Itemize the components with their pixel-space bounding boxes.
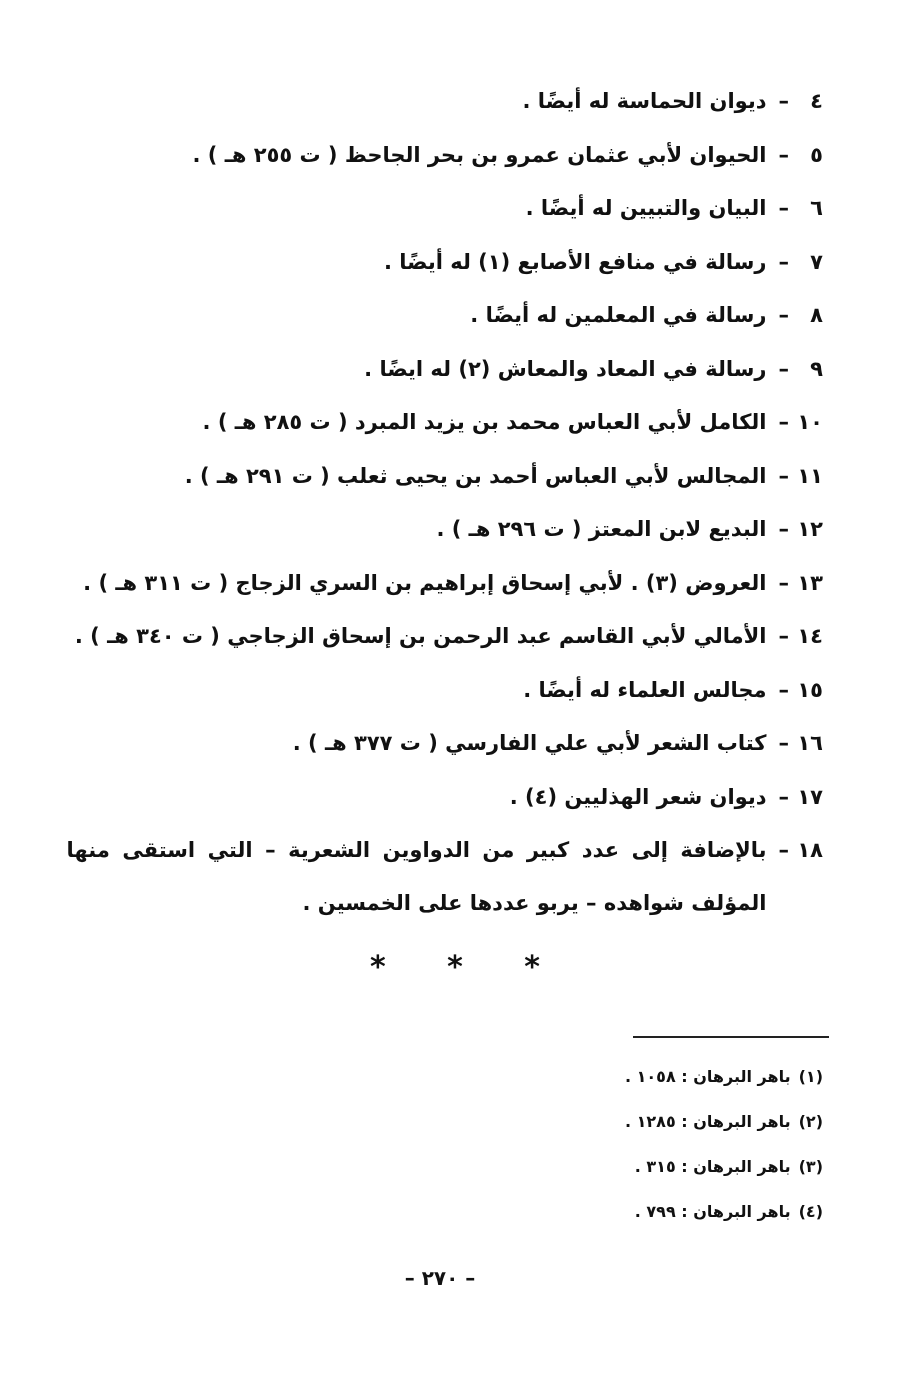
list-item: ٦ – البيان والتبيين له أيضًا . <box>525 196 823 220</box>
item-number: ٧ <box>810 249 823 274</box>
list-item: ١٣ – العروض (٣) . لأبي إسحاق إبراهيم بن السري الزجاج ( ت ٣١١ هـ ) . <box>83 570 823 595</box>
item-text: الكامل لأبي العباس محمد بن يزيد المبرد ( ت ٢٨٥ هـ ) . <box>202 410 767 434</box>
footnote-text: باهر البرهان : ١٢٨٥ . <box>624 1112 791 1131</box>
item-number: ١١ <box>797 463 823 488</box>
list-item: ٤ – ديوان الحماسة له أيضًا . <box>522 89 823 113</box>
page-number: – ٢٧٠ – <box>404 1266 476 1290</box>
item-text: رسالة في المعاد والمعاش (٢) له ايضًا . <box>364 356 767 381</box>
list-item: ١٧ – ديوان شعر الهذليين (٤) . <box>509 784 823 809</box>
footnote-rule <box>633 1036 829 1038</box>
footnote <box>523 1111 823 1133</box>
footnote-ref: (١) <box>798 1067 823 1086</box>
item-number: ١٣ <box>797 570 823 595</box>
footnote-ref: (٤) <box>798 1202 823 1221</box>
list-item: ٨ – رسالة في المعلمين له أيضًا . <box>470 303 823 327</box>
item-number: ٥ <box>810 142 823 167</box>
sources-list <box>63 88 823 958</box>
separator-star: * <box>524 950 540 985</box>
item-text: العروض (٣) . لأبي إسحاق إبراهيم بن السري الزجاج ( ت ٣١١ هـ ) . <box>83 570 767 595</box>
footnote-text: باهر البرهان : ٣١٥ . <box>634 1157 791 1176</box>
item-text: ديوان شعر الهذليين (٤) . <box>509 784 767 809</box>
item-number: ١٨ <box>797 838 823 862</box>
item-text: ديوان الحماسة له أيضًا . <box>522 89 767 113</box>
list-item: ١١ – المجالس لأبي العباس أحمد بن يحيى ثعلب ( ت ٢٩١ هـ ) . <box>184 463 823 488</box>
item-number: ٤ <box>810 89 823 113</box>
list-item: ٩ – رسالة في المعاد والمعاش (٢) له ايضًا . <box>364 356 823 381</box>
item-number: ١٤ <box>797 624 823 648</box>
item-number: ٦ <box>810 196 823 220</box>
footnote-ref: (٣) <box>798 1157 823 1176</box>
footnote <box>523 1156 823 1178</box>
item-text: بالإضافة إلى عدد كبير من الدواوين الشعرية – التي استقى منها المؤلف شواهده – يربو عددها على الخمسين . <box>66 838 767 915</box>
item-text: رسالة في المعلمين له أيضًا . <box>470 303 767 327</box>
item-number: ١٢ <box>797 517 823 541</box>
item-number: ١٥ <box>797 677 823 702</box>
item-number: ١٧ <box>797 784 823 809</box>
item-text: البديع لابن المعتز ( ت ٢٩٦ هـ ) . <box>436 517 767 541</box>
item-text: الحيوان لأبي عثمان عمرو بن بحر الجاحظ ( ت ٢٥٥ هـ ) . <box>192 142 767 167</box>
separator-star: * <box>447 950 463 985</box>
item-number: ١٠ <box>797 410 823 434</box>
item-number: ٩ <box>810 356 823 381</box>
item-text: رسالة في منافع الأصابع (١) له أيضًا . <box>383 249 767 274</box>
list-item: ١٦ – كتاب الشعر لأبي علي الفارسي ( ت ٣٧٧ هـ ) . <box>292 731 823 755</box>
item-number: ٨ <box>810 303 823 327</box>
list-item: ١٥ – مجالس العلماء له أيضًا . <box>523 677 823 702</box>
item-text: الأمالي لأبي القاسم عبد الرحمن بن إسحاق الزجاجي ( ت ٣٤٠ هـ ) . <box>74 624 767 648</box>
footnote-ref: (٢) <box>798 1112 823 1131</box>
list-item: ٧ – رسالة في منافع الأصابع (١) له أيضًا . <box>383 249 823 274</box>
item-text: المجالس لأبي العباس أحمد بن يحيى ثعلب ( ت ٢٩١ هـ ) . <box>184 463 767 488</box>
item-text: البيان والتبيين له أيضًا . <box>525 196 767 220</box>
item-number: ١٦ <box>797 731 823 755</box>
footnote-text: باهر البرهان : ٧٩٩ . <box>634 1202 791 1221</box>
list-item: ٥ – الحيوان لأبي عثمان عمرو بن بحر الجاحظ ( ت ٢٥٥ هـ ) . <box>192 142 823 167</box>
list-item: ١٤ – الأمالي لأبي القاسم عبد الرحمن بن إسحاق الزجاجي ( ت ٣٤٠ هـ ) . <box>74 624 823 648</box>
list-item: ١٨ – بالإضافة إلى عدد كبير من الدواوين الشعرية – التي استقى منها المؤلف شواهده – يربو عددها على الخمسين . <box>63 837 823 930</box>
footnote-text: باهر البرهان : ١٠٥٨ . <box>624 1067 791 1086</box>
item-text: كتاب الشعر لأبي علي الفارسي ( ت ٣٧٧ هـ ) . <box>292 731 767 755</box>
separator-star: * <box>370 950 386 985</box>
footnote <box>523 1066 823 1088</box>
item-text: مجالس العلماء له أيضًا . <box>523 677 767 702</box>
section-separator <box>370 950 540 985</box>
footnotes <box>523 1066 823 1246</box>
footnote <box>523 1201 823 1223</box>
list-item: ١٢ – البديع لابن المعتز ( ت ٢٩٦ هـ ) . <box>436 517 823 541</box>
list-item: ١٠ – الكامل لأبي العباس محمد بن يزيد المبرد ( ت ٢٨٥ هـ ) . <box>202 410 823 434</box>
